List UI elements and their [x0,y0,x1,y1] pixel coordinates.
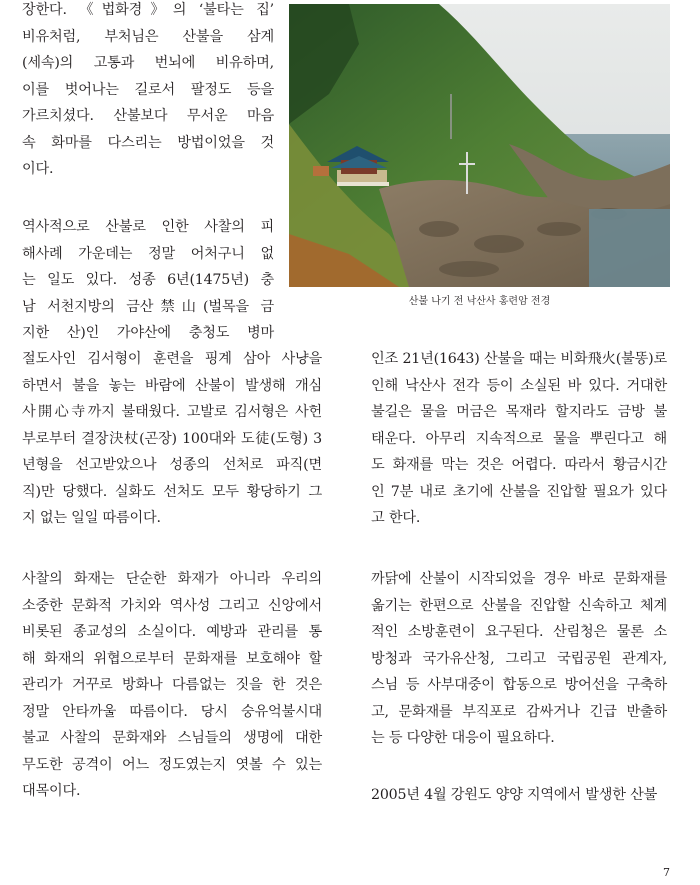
photo-caption: 산불 나기 전 낙산사 홍련암 전경 [408,296,551,307]
text-line: 인 7분 내로 초기에 산불을 진압할 필요가 있다 [371,483,667,500]
text-line: 도 화재를 막는 것은 어렵다. 따라서 황금시간 [371,457,667,473]
text-line: 하면서 불을 놓는 바람에 산불이 발생해 개심 [22,377,322,394]
text-line: (세속)의 고통과 번뇌에 비유하며, [22,55,274,71]
text-line: 정말 안타까울 따름이다. 당시 숭유억불시대 [22,703,322,720]
text-line: 옮기는 한편으로 산불을 진압할 신속하고 체계 [371,597,667,614]
text-line: 고 한다. [371,510,421,526]
text-line: 역사적으로 산불로 인한 사찰의 피 [22,219,274,235]
text-line: 고, 문화재를 부직포로 감싸거나 긴급 반출하 [371,703,667,720]
text-line: 지한 산)인 가야산에 충청도 병마 [22,325,274,341]
text-line: 남 서천지방의 금산禁山(벌목을 금 [22,298,274,315]
left-para-1 [22,0,274,183]
text-line: 장한다. 《법화경》의 ‘불타는 집’ [22,2,274,18]
text-line: 비롯된 종교성의 소실이다. 예방과 관리를 통 [22,624,322,640]
text-line: 년형을 선고받았으나 성종의 선처로 파직(면 [22,457,322,473]
temple-photo [289,4,670,287]
text-line: 부로부터 결장決杖(곤장) 100대와 도徒(도형) 3 [22,430,322,447]
text-line: 인해 낙산사 전각 등이 소실된 바 있다. 거대한 [371,377,667,394]
text-line: 태운다. 아무리 지속적으로 물을 뿌린다고 해 [371,430,667,447]
text-line: 사開心寺까지 불태웠다. 고발로 김서형은 사헌 [22,404,322,420]
left-para-3 [22,566,322,805]
right-para-3 [371,782,667,809]
text-line: 속 화마를 다스리는 방법이었을 것 [22,134,274,151]
text-line: 방청과 국가유산청, 그리고 국립공원 관계자, [371,650,667,667]
text-line: 해 화재의 위협으로부터 문화재를 보호해야 할 [22,650,322,667]
text-line: 지 없는 일일 따름이다. [22,510,161,526]
left-para-2-narrow [22,214,274,347]
text-line: 대목이다. [22,783,81,799]
text-line: 까닭에 산불이 시작되었을 경우 바로 문화재를 [371,571,667,587]
text-line: 가르치셨다. 산불보다 무서운 마음 [22,108,274,124]
text-line: 적인 소방훈련이 요구된다. 산림청은 물론 소 [371,624,667,640]
text-line: 소중한 문화적 가치와 역사성 그리고 신앙에서 [22,597,322,614]
text-line: 불교 사찰의 문화재와 스님들의 생명에 대한 [22,730,322,746]
text-line: 인조 21년(1643) 산불을 때는 비화飛火(불똥)로 [371,351,667,367]
text-line: 스님 등 사부대중이 합동으로 방어선을 구축하 [371,677,667,693]
text-line: 이를 벗어나는 길로서 팔정도 등을 [22,81,274,98]
left-para-2-wide [22,346,322,532]
page-number: 7 [663,866,670,879]
text-line: 무도한 공격이 어느 정도였는지 엿볼 수 있는 [22,756,322,773]
text-line: 해사례 가운데는 정말 어처구니 없 [22,245,274,262]
text-line: 직)만 당했다. 실화도 선처도 모두 황당하기 그 [22,483,322,500]
text-line: 관리가 거꾸로 방화나 다름없는 짓을 한 것은 [22,677,322,693]
text-line: 사찰의 화재는 단순한 화재가 아니라 우리의 [22,571,322,587]
text-line: 는 등 다양한 대응이 필요하다. [371,730,555,746]
text-line: 비유처럼, 부처님은 산불을 삼계 [22,28,274,45]
right-para-2 [371,566,667,752]
right-para-1 [371,346,667,532]
text-line: 는 일도 있다. 성종 6년(1475년) 충 [22,272,274,288]
text-line: 절도사인 김서형이 훈련을 핑계 삼아 사냥을 [22,351,322,367]
text-line: 2005년 4월 강원도 양양 지역에서 발생한 산불 [371,787,658,803]
text-line: 불길은 물을 머금은 목재라 할지라도 금방 불 [371,404,667,420]
text-line: 이다. [22,161,54,177]
